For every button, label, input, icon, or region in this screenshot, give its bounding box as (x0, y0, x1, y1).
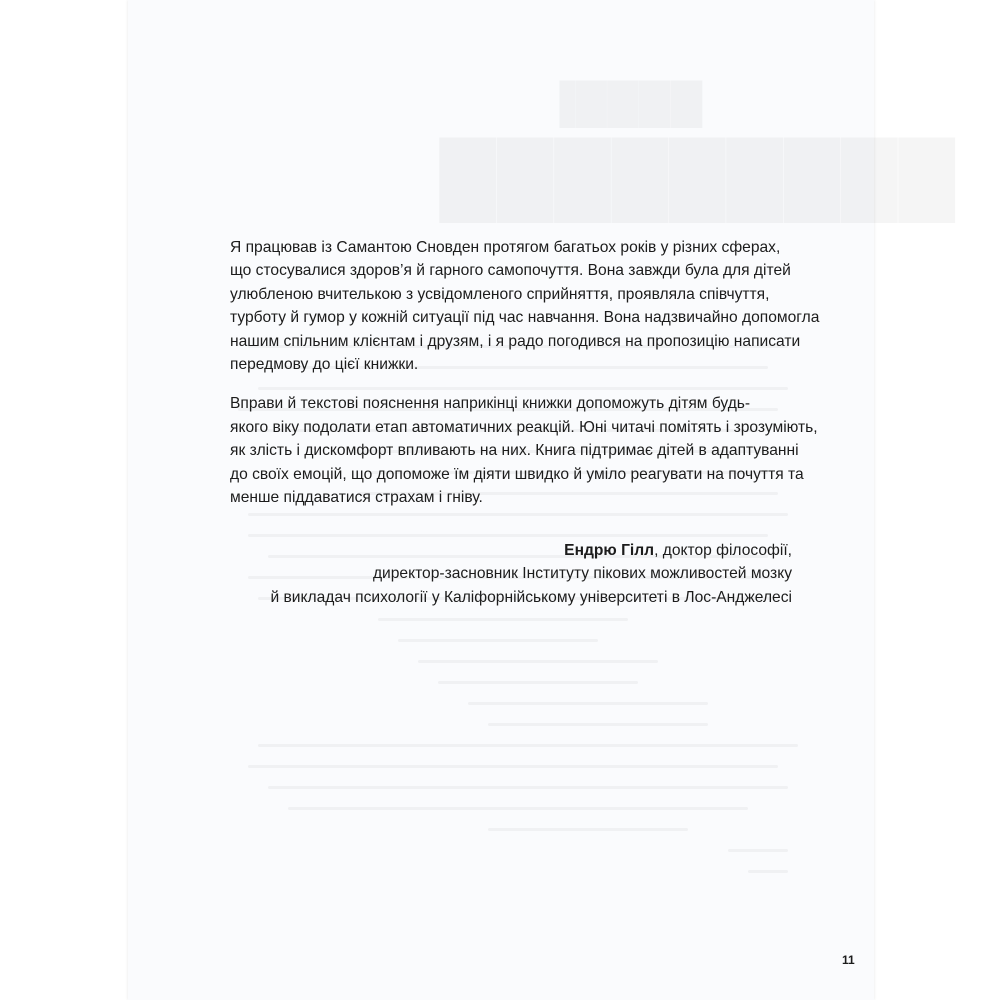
text-line: як злість і дискомфорт впливають на них. Книга підтримає дітей в адаптуванні (230, 442, 799, 460)
foreword-text (230, 236, 820, 525)
signature-line-1 (270, 539, 792, 562)
text-line: Вправи й текстові пояснення наприкінці книжки допоможуть дітям будь- (230, 395, 751, 413)
text-line: що стосувалися здоров’я й гарного самопочуття. Вона завжди була для дітей (230, 262, 791, 280)
show-through-heading: ████▌ (543, 82, 702, 128)
show-through-line (488, 828, 688, 831)
signature-line-3: й викладач психології у Каліфорнійському університеті в Лос-Анджелесі (270, 588, 792, 606)
text-line: Я працював із Самантою Сновден протягом багатьох років у різних сферах, (230, 239, 781, 256)
show-through-line (728, 849, 788, 852)
show-through-line (248, 534, 768, 537)
author-degree: , доктор філософії, (654, 542, 792, 559)
show-through-line (438, 681, 638, 684)
text-line: турботу й гумор у кожній ситуації під час навчання. Вона надзвичайно допомогла (230, 309, 820, 327)
book-page (128, 0, 955, 1000)
show-through-line (468, 702, 708, 705)
text-line: улюбленою вчителькою з усвідомленого сприйняття, проявляла співчуття, (230, 285, 770, 303)
show-through-line (418, 660, 658, 663)
show-through-line (268, 786, 788, 789)
show-through-line (398, 639, 598, 642)
paragraph-1 (230, 236, 820, 376)
author-signature (270, 539, 792, 609)
text-line: менше піддаватися страхам і гніву. (230, 489, 483, 507)
text-line: передмову до цієї книжки. (230, 356, 419, 374)
show-through-line (748, 870, 788, 873)
show-through-line (288, 807, 748, 810)
show-through-line (248, 765, 778, 768)
show-through-title: █████████ (438, 138, 955, 222)
page-number: 11 (842, 953, 855, 967)
text-line: до своїх емоцій, що допоможе їм діяти швидко й уміло реагувати на почуття та (230, 465, 804, 483)
paragraph-2 (230, 392, 818, 509)
signature-line-2: директор-засновник Інституту пікових можливостей мозку (372, 565, 792, 583)
show-through-line (258, 744, 798, 747)
show-through-line (488, 723, 708, 726)
text-line: нашим спільним клієнтам і друзям, і я радо погодився на пропозицію написати (230, 332, 801, 350)
show-through-line (378, 618, 628, 621)
author-name: Ендрю Гілл (564, 542, 655, 559)
text-line: якого віку подолати етап автоматичних реакцій. Юні читачі помітять і зрозуміють, (230, 418, 818, 436)
